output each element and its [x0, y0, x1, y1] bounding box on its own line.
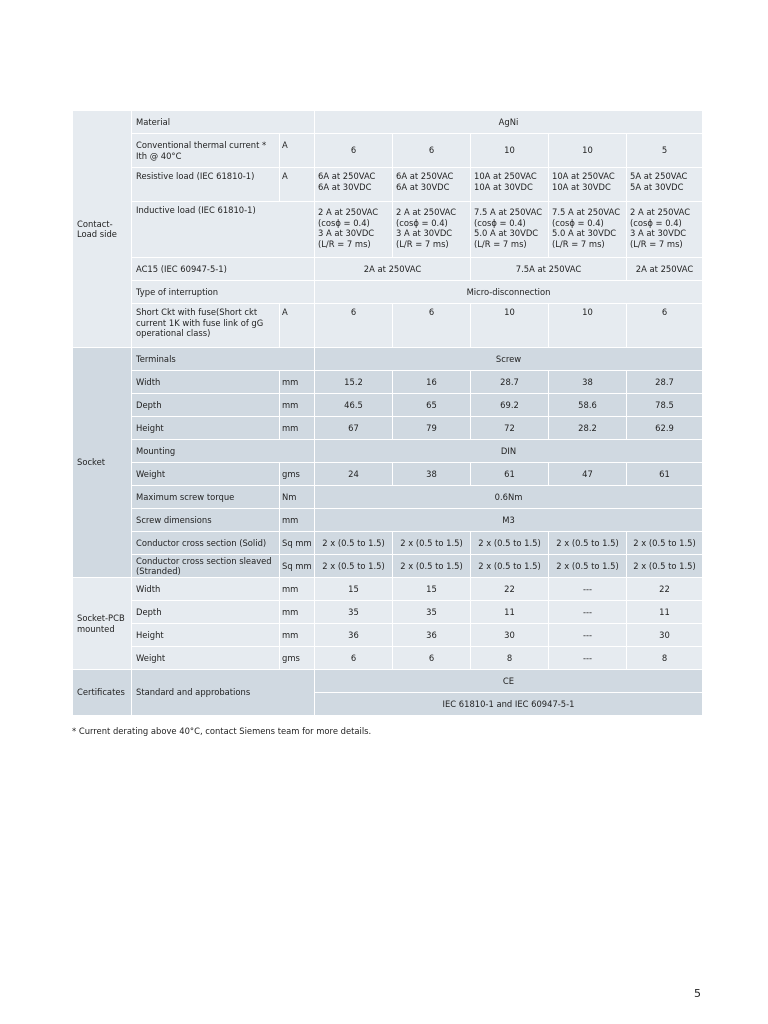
- section-socket: Socket: [73, 348, 132, 578]
- value-cell: 6: [393, 304, 471, 348]
- param-mounting: Mounting: [132, 440, 315, 463]
- unit: mm: [280, 509, 315, 532]
- row-ac15: [73, 258, 703, 281]
- param-pcb-height: Height: [132, 624, 280, 647]
- param-width: Width: [132, 371, 280, 394]
- value-cell: 15.2: [315, 371, 393, 394]
- value-cell: 38: [393, 463, 471, 486]
- value-cell: 6: [627, 304, 703, 348]
- unit: mm: [280, 601, 315, 624]
- param-pcb-depth: Depth: [132, 601, 280, 624]
- row-inductive-load: [73, 202, 703, 258]
- value-cell: 6: [315, 134, 393, 168]
- value-cell: 35: [393, 601, 471, 624]
- value-cell: 2 x (0.5 to 1.5): [393, 555, 471, 578]
- param-height: Height: [132, 417, 280, 440]
- value-cell: 35: [315, 601, 393, 624]
- value-cell: ---: [549, 624, 627, 647]
- row-mounting: [73, 440, 703, 463]
- value-cell: 6: [393, 134, 471, 168]
- param-ac15: AC15 (IEC 60947-5-1): [132, 258, 315, 281]
- value-cell: 10: [471, 304, 549, 348]
- row-thermal-current: [73, 134, 703, 168]
- value-cell: 2 x (0.5 to 1.5): [549, 555, 627, 578]
- value-cell: 2 A at 250VAC (cosϕ = 0.4) 3 A at 30VDC (L/R = 7 ms): [393, 202, 471, 258]
- value-cell: 47: [549, 463, 627, 486]
- value-cell: 6A at 250VAC 6A at 30VDC: [315, 168, 393, 202]
- row-screw-dimensions: [73, 509, 703, 532]
- unit: Sq mm: [280, 532, 315, 555]
- value-cell: 10A at 250VAC 10A at 30VDC: [471, 168, 549, 202]
- param-type-of-interruption: Type of interruption: [132, 281, 315, 304]
- value-material: AgNi: [315, 111, 703, 134]
- value-cell: ---: [549, 647, 627, 670]
- value-cell: 22: [627, 578, 703, 601]
- value-cell: 5A at 250VAC 5A at 30VDC: [627, 168, 703, 202]
- unit: A: [280, 134, 315, 168]
- param-conductor-stranded: Conductor cross section sleaved (Stranded): [132, 555, 280, 578]
- value-cell: 10A at 250VAC 10A at 30VDC: [549, 168, 627, 202]
- value-cell: 38: [549, 371, 627, 394]
- value-cell: 6: [393, 647, 471, 670]
- param-standard-approbations: Standard and approbations: [132, 670, 315, 716]
- value-cell: 6A at 250VAC 6A at 30VDC: [393, 168, 471, 202]
- value-cell: CE: [315, 670, 703, 693]
- value-cell: 7.5A at 250VAC: [471, 258, 627, 281]
- param-conductor-solid: Conductor cross section (Solid): [132, 532, 280, 555]
- value-cell: 7.5 A at 250VAC (cosϕ = 0.4) 5.0 A at 30VDC (L/R = 7 ms): [549, 202, 627, 258]
- param-terminals: Terminals: [132, 348, 315, 371]
- value-cell: 67: [315, 417, 393, 440]
- row-conductor-solid: [73, 532, 703, 555]
- value-cell: 28.7: [627, 371, 703, 394]
- unit: A: [280, 168, 315, 202]
- value-cell: 65: [393, 394, 471, 417]
- value-cell: 10: [471, 134, 549, 168]
- param-pcb-weight: Weight: [132, 647, 280, 670]
- value-cell: 22: [471, 578, 549, 601]
- value-cell: 7.5 A at 250VAC (cosϕ = 0.4) 5.0 A at 30VDC (L/R = 7 ms): [471, 202, 549, 258]
- value-cell: M3: [315, 509, 703, 532]
- row-depth: [73, 394, 703, 417]
- param-resistive-load: Resistive load (IEC 61810-1): [132, 168, 280, 202]
- value-cell: 15: [315, 578, 393, 601]
- row-pcb-width: [73, 578, 703, 601]
- value-cell: 62.9: [627, 417, 703, 440]
- unit: A: [280, 304, 315, 348]
- value-cell: 2 x (0.5 to 1.5): [315, 555, 393, 578]
- row-conductor-stranded: [73, 555, 703, 578]
- param-depth: Depth: [132, 394, 280, 417]
- value-cell: 10: [549, 134, 627, 168]
- value-cell: 36: [315, 624, 393, 647]
- value-cell: 2 A at 250VAC (cosϕ = 0.4) 3 A at 30VDC (L/R = 7 ms): [315, 202, 393, 258]
- section-contact-load-side: Contact- Load side: [73, 111, 132, 348]
- value-cell: 11: [627, 601, 703, 624]
- value-cell: 2 x (0.5 to 1.5): [549, 532, 627, 555]
- row-weight: [73, 463, 703, 486]
- unit: gms: [280, 463, 315, 486]
- section-certificates: Certificates: [73, 670, 132, 716]
- unit: Sq mm: [280, 555, 315, 578]
- value-cell: 6: [315, 304, 393, 348]
- row-interruption: [73, 281, 703, 304]
- unit: mm: [280, 624, 315, 647]
- value-cell: 2 x (0.5 to 1.5): [627, 555, 703, 578]
- value-cell: 69.2: [471, 394, 549, 417]
- param-short-ckt: Short Ckt with fuse(Short ckt current 1K with fuse link of gG operational class): [132, 304, 280, 348]
- value-cell: ---: [549, 601, 627, 624]
- section-socket-pcb-mounted: Socket-PCB mounted: [73, 578, 132, 670]
- row-width: [73, 371, 703, 394]
- value-cell: 61: [471, 463, 549, 486]
- param-pcb-width: Width: [132, 578, 280, 601]
- row-pcb-weight: [73, 647, 703, 670]
- param-max-screw-torque: Maximum screw torque: [132, 486, 280, 509]
- value-cell: 2 x (0.5 to 1.5): [393, 532, 471, 555]
- value-cell: 78.5: [627, 394, 703, 417]
- row-resistive-load: [73, 168, 703, 202]
- value-cell: 28.7: [471, 371, 549, 394]
- value-cell: 15: [393, 578, 471, 601]
- value-cell: 79: [393, 417, 471, 440]
- row-pcb-height: [73, 624, 703, 647]
- row-height: [73, 417, 703, 440]
- value-cell: 6: [315, 647, 393, 670]
- param-inductive-load: Inductive load (IEC 61810-1): [132, 202, 315, 258]
- value-cell: Screw: [315, 348, 703, 371]
- value-cell: 8: [627, 647, 703, 670]
- value-cell: 2 x (0.5 to 1.5): [315, 532, 393, 555]
- param-thermal-current: Conventional thermal current * Ith @ 40°C: [132, 134, 280, 168]
- row-pcb-depth: [73, 601, 703, 624]
- unit: Nm: [280, 486, 315, 509]
- value-cell: 58.6: [549, 394, 627, 417]
- page-number: 5: [694, 987, 701, 1000]
- value-cell: 8: [471, 647, 549, 670]
- value-cell: 2 x (0.5 to 1.5): [471, 555, 549, 578]
- value-cell: 10: [549, 304, 627, 348]
- param-weight: Weight: [132, 463, 280, 486]
- value-cell: 30: [471, 624, 549, 647]
- unit: gms: [280, 647, 315, 670]
- value-cell: 61: [627, 463, 703, 486]
- row-screw-torque: [73, 486, 703, 509]
- param-material: Material: [132, 111, 315, 134]
- value-cell: 46.5: [315, 394, 393, 417]
- value-cell: 72: [471, 417, 549, 440]
- value-cell: IEC 61810-1 and IEC 60947-5-1: [315, 693, 703, 716]
- value-cell: 16: [393, 371, 471, 394]
- value-cell: 2 x (0.5 to 1.5): [627, 532, 703, 555]
- value-cell: 28.2: [549, 417, 627, 440]
- value-cell: 36: [393, 624, 471, 647]
- param-screw-dimensions: Screw dimensions: [132, 509, 280, 532]
- value-cell: DIN: [315, 440, 703, 463]
- unit: mm: [280, 371, 315, 394]
- unit: mm: [280, 417, 315, 440]
- value-cell: 5: [627, 134, 703, 168]
- value-cell: 2 x (0.5 to 1.5): [471, 532, 549, 555]
- value-cell: 0.6Nm: [315, 486, 703, 509]
- unit: mm: [280, 394, 315, 417]
- value-cell: 24: [315, 463, 393, 486]
- value-cell: 2 A at 250VAC (cosϕ = 0.4) 3 A at 30VDC (L/R = 7 ms): [627, 202, 703, 258]
- unit: mm: [280, 578, 315, 601]
- row-certificates: [73, 670, 703, 693]
- specification-table: [72, 110, 703, 716]
- footnote: * Current derating above 40°C, contact Siemens team for more details.: [72, 726, 372, 736]
- value-cell: ---: [549, 578, 627, 601]
- value-cell: 11: [471, 601, 549, 624]
- value-cell: 2A at 250VAC: [315, 258, 471, 281]
- value-cell: 2A at 250VAC: [627, 258, 703, 281]
- row-short-ckt: [73, 304, 703, 348]
- value-cell: Micro-disconnection: [315, 281, 703, 304]
- value-cell: 30: [627, 624, 703, 647]
